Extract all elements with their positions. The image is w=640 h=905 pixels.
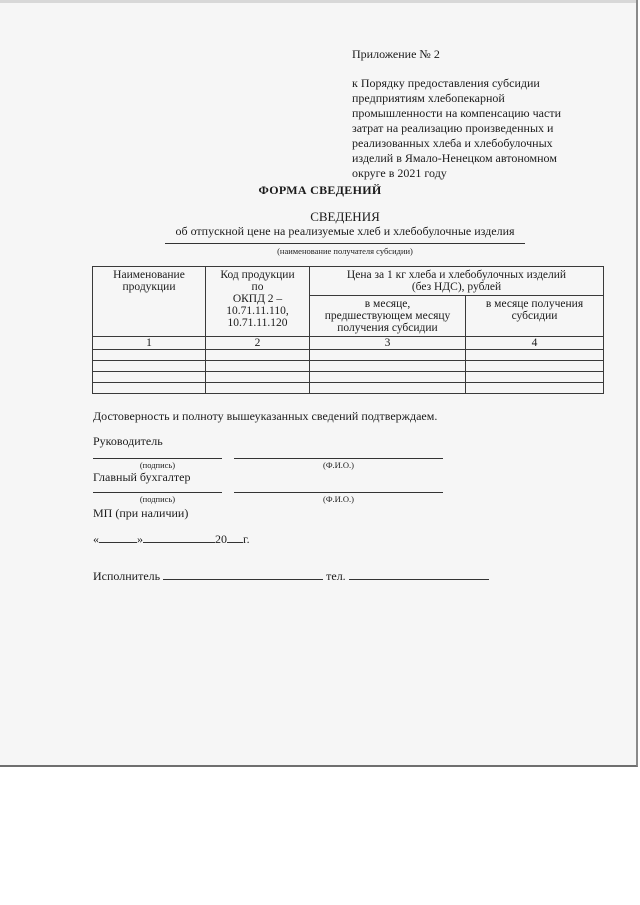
day-field[interactable]	[99, 531, 137, 543]
table-cell[interactable]	[93, 350, 206, 361]
column-number: 3	[310, 337, 466, 350]
table-row	[93, 383, 604, 394]
executor-label: Исполнитель	[93, 569, 161, 583]
header-current-month: в месяце получения субсидии	[466, 296, 604, 337]
date-line	[93, 531, 250, 547]
signature-line[interactable]	[93, 492, 222, 493]
signature-caption: (подпись)	[139, 460, 176, 470]
column-number: 4	[466, 337, 604, 350]
table-number-row	[93, 337, 604, 350]
table-cell[interactable]	[466, 372, 604, 383]
appendix-block	[352, 47, 561, 181]
header-price-group: Цена за 1 кг хлеба и хлебобулочных изделий (без НДС), рублей	[310, 267, 604, 296]
table-header-row	[93, 267, 604, 296]
appendix-line: к Порядку предоставления субсидии	[352, 76, 540, 90]
signature-caption: (подпись)	[139, 494, 176, 504]
full-name-caption: (Ф.И.О.)	[322, 460, 355, 470]
table-cell[interactable]	[206, 383, 310, 394]
full-name-line[interactable]	[234, 492, 443, 493]
full-name-line[interactable]	[234, 458, 443, 459]
table-row	[93, 372, 604, 383]
table-cell[interactable]	[310, 361, 466, 372]
month-field[interactable]	[143, 531, 215, 543]
table-cell[interactable]	[466, 350, 604, 361]
header-previous-month: в месяце, предшествующем месяцу получения субсидии	[310, 296, 466, 337]
table-cell[interactable]	[466, 361, 604, 372]
phone-label: тел.	[326, 569, 346, 583]
phone-field[interactable]	[349, 568, 489, 580]
table-cell[interactable]	[93, 361, 206, 372]
appendix-line: реализованных хлеба и хлебобулочных	[352, 136, 553, 150]
signature-line[interactable]	[93, 458, 222, 459]
page-edge	[0, 0, 636, 3]
stamp-label: МП (при наличии)	[93, 506, 189, 520]
appendix-line: предприятиям хлебопекарной	[352, 91, 505, 105]
appendix-line: промышленности на компенсацию части	[352, 106, 562, 120]
svedeniya-title: СВЕДЕНИЯ	[310, 209, 380, 224]
appendix-line: изделий в Ямало-Ненецком автономном	[352, 151, 557, 165]
year-suffix: г.	[243, 532, 250, 546]
year-field[interactable]	[227, 531, 243, 543]
confirmation-text: Достоверность и полноту вышеуказанных сведений подтверждаем.	[93, 409, 438, 423]
appendix-line: округе в 2021 году	[352, 166, 447, 180]
table-row	[93, 361, 604, 372]
column-number: 2	[206, 337, 310, 350]
signer-role-accountant: Главный бухгалтер	[93, 470, 191, 484]
table-cell[interactable]	[206, 361, 310, 372]
table-cell[interactable]	[93, 372, 206, 383]
table-cell[interactable]	[93, 383, 206, 394]
date-close-quote: »	[137, 532, 143, 546]
table-cell[interactable]	[310, 372, 466, 383]
date-open-quote: «	[93, 532, 99, 546]
table-cell[interactable]	[206, 350, 310, 361]
column-number: 1	[93, 337, 206, 350]
header-product-name: Наименование продукции	[93, 267, 206, 337]
executor-name-field[interactable]	[163, 568, 323, 580]
table-cell[interactable]	[206, 372, 310, 383]
full-name-caption: (Ф.И.О.)	[322, 494, 355, 504]
table-cell[interactable]	[466, 383, 604, 394]
header-product-code: Код продукции по ОКПД 2 – 10.71.11.110, 10.71.11.120	[206, 267, 310, 337]
recipient-caption: (наименование получателя субсидии)	[277, 246, 413, 256]
executor-line	[93, 568, 489, 584]
price-table	[92, 266, 604, 394]
signer-role-head: Руководитель	[93, 434, 163, 448]
form-title: ФОРМА СВЕДЕНИЙ	[258, 183, 382, 197]
svedeniya-subtitle: об отпускной цене на реализуемые хлеб и хлебобулочные изделия	[175, 224, 515, 238]
table-cell[interactable]	[310, 383, 466, 394]
recipient-name-line[interactable]	[165, 243, 525, 244]
year-prefix: 20	[215, 532, 227, 546]
table-row	[93, 350, 604, 361]
table-cell[interactable]	[310, 350, 466, 361]
appendix-title: Приложение № 2	[352, 47, 440, 61]
appendix-line: затрат на реализацию произведенных и	[352, 121, 554, 135]
